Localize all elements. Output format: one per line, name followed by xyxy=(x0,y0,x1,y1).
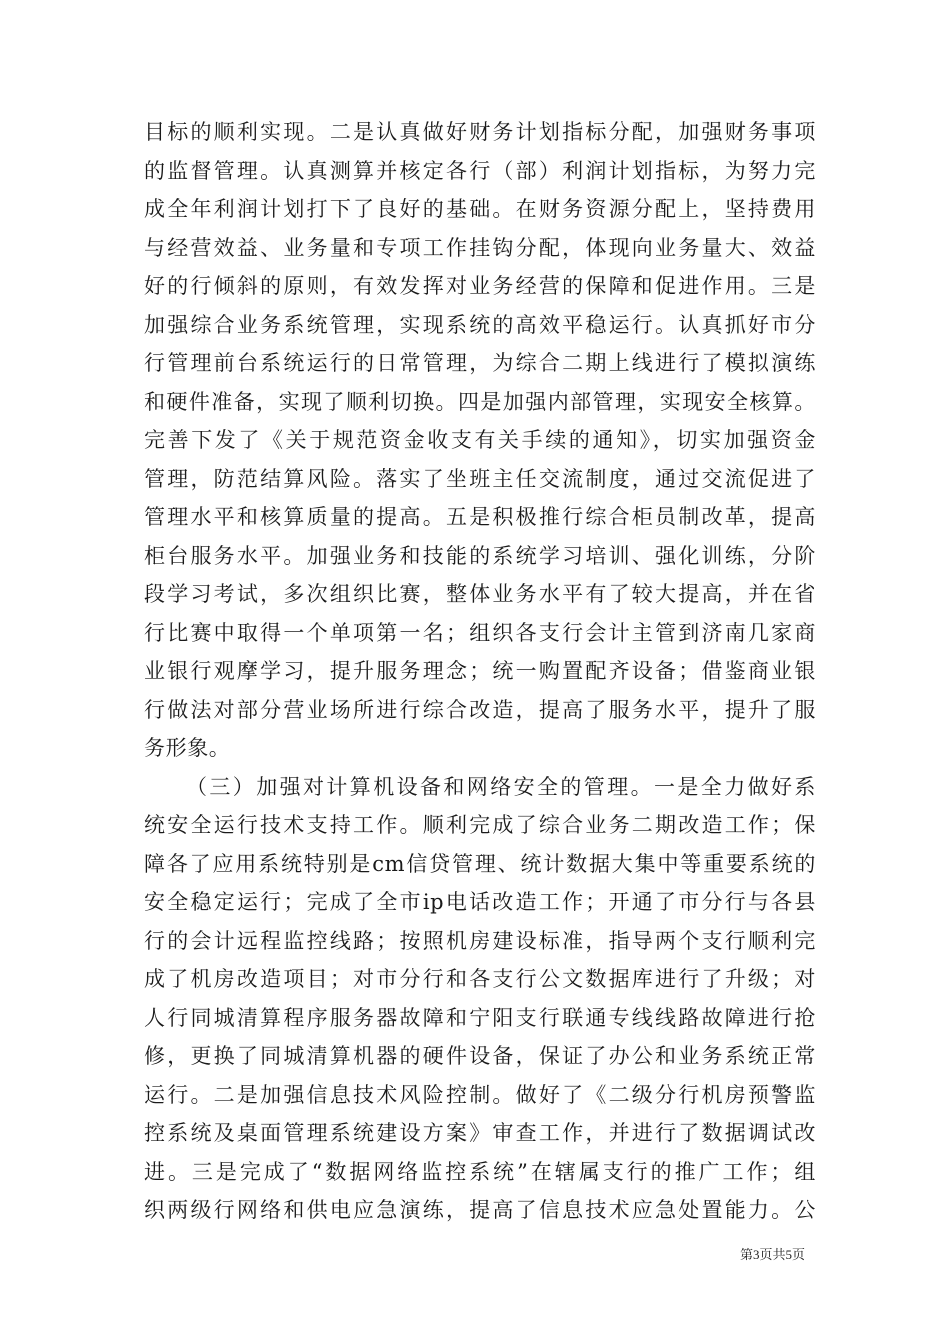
text-line: 安全稳定运行；完成了全市ip电话改造工作；开通了市分行与各县 xyxy=(144,890,816,914)
text-line: 务形象。 xyxy=(144,736,231,760)
text-line: 织两级行网络和供电应急演练，提高了信息技术应急处置能力。公 xyxy=(144,1198,816,1222)
text-line: 和硬件准备，实现了顺利切换。四是加强内部管理，实现安全核算。 xyxy=(144,389,816,414)
text-line: 管理水平和核算质量的提高。五是积极推行综合柜员制改革，提高 xyxy=(144,505,816,529)
text-line: 人行同城清算程序服务器故障和宁阳支行联通专线线路故障进行抢 xyxy=(144,1005,816,1030)
text-line: 完善下发了《关于规范资金收支有关手续的通知》，切实加强资金 xyxy=(144,428,816,452)
text-line: 好的行倾斜的原则，有效发挥对业务经营的保障和促进作用。三是 xyxy=(144,274,816,298)
text-line: 行管理前台系统运行的日常管理，为综合二期上线进行了模拟演练 xyxy=(144,351,816,375)
text-line: 成了机房改造项目；对市分行和各支行公文数据库进行了升级；对 xyxy=(144,967,816,991)
document-body xyxy=(144,113,816,1230)
text-line: 修，更换了同城清算机器的硬件设备，保证了办公和业务系统正常 xyxy=(144,1044,816,1068)
text-line: 的监督管理。认真测算并核定各行（部）利润计划指标，为努力完 xyxy=(144,158,816,183)
text-line: 管理，防范结算风险。落实了坐班主任交流制度，通过交流促进了 xyxy=(144,466,816,491)
text-line: 加强综合业务系统管理，实现系统的高效平稳运行。认真抓好市分 xyxy=(144,312,816,337)
text-line: 成全年利润计划打下了良好的基础。在财务资源分配上，坚持费用 xyxy=(144,197,816,221)
text-line: 段学习考试，多次组织比赛，整体业务水平有了较大提高，并在省 xyxy=(144,582,816,606)
text-line: 行的会计远程监控线路；按照机房建设标准，指导两个支行顺利完 xyxy=(144,928,816,953)
text-line: 业银行观摩学习，提升服务理念；统一购置配齐设备；借鉴商业银 xyxy=(144,659,816,683)
text-line: 行比赛中取得一个单项第一名；组织各支行会计主管到济南几家商 xyxy=(144,620,816,645)
text-line: 控系统及桌面管理系统建设方案》审查工作，并进行了数据调试改 xyxy=(144,1121,816,1145)
section-heading-line: （三）加强对计算机设备和网络安全的管理。一是全力做好系 xyxy=(186,774,816,799)
page-number: 第3页共5页 xyxy=(739,1247,805,1262)
text-line: 柜台服务水平。加强业务和技能的系统学习培训、强化训练，分阶 xyxy=(144,543,816,568)
text-line: 与经营效益、业务量和专项工作挂钩分配，体现向业务量大、效益 xyxy=(144,235,816,260)
text-line: 进。三是完成了“数据网络监控系统”在辖属支行的推广工作；组 xyxy=(144,1159,816,1184)
text-line: 行做法对部分营业场所进行综合改造，提高了服务水平，提升了服 xyxy=(144,697,816,722)
text-line: 障各了应用系统特别是cm信贷管理、统计数据大集中等重要系统的 xyxy=(144,851,816,876)
text-line: 目标的顺利实现。二是认真做好财务计划指标分配，加强财务事项 xyxy=(144,120,816,144)
text-line: 运行。二是加强信息技术风险控制。做好了《二级分行机房预警监 xyxy=(144,1082,816,1107)
text-line: 统安全运行技术支持工作。顺利完成了综合业务二期改造工作；保 xyxy=(144,813,816,837)
